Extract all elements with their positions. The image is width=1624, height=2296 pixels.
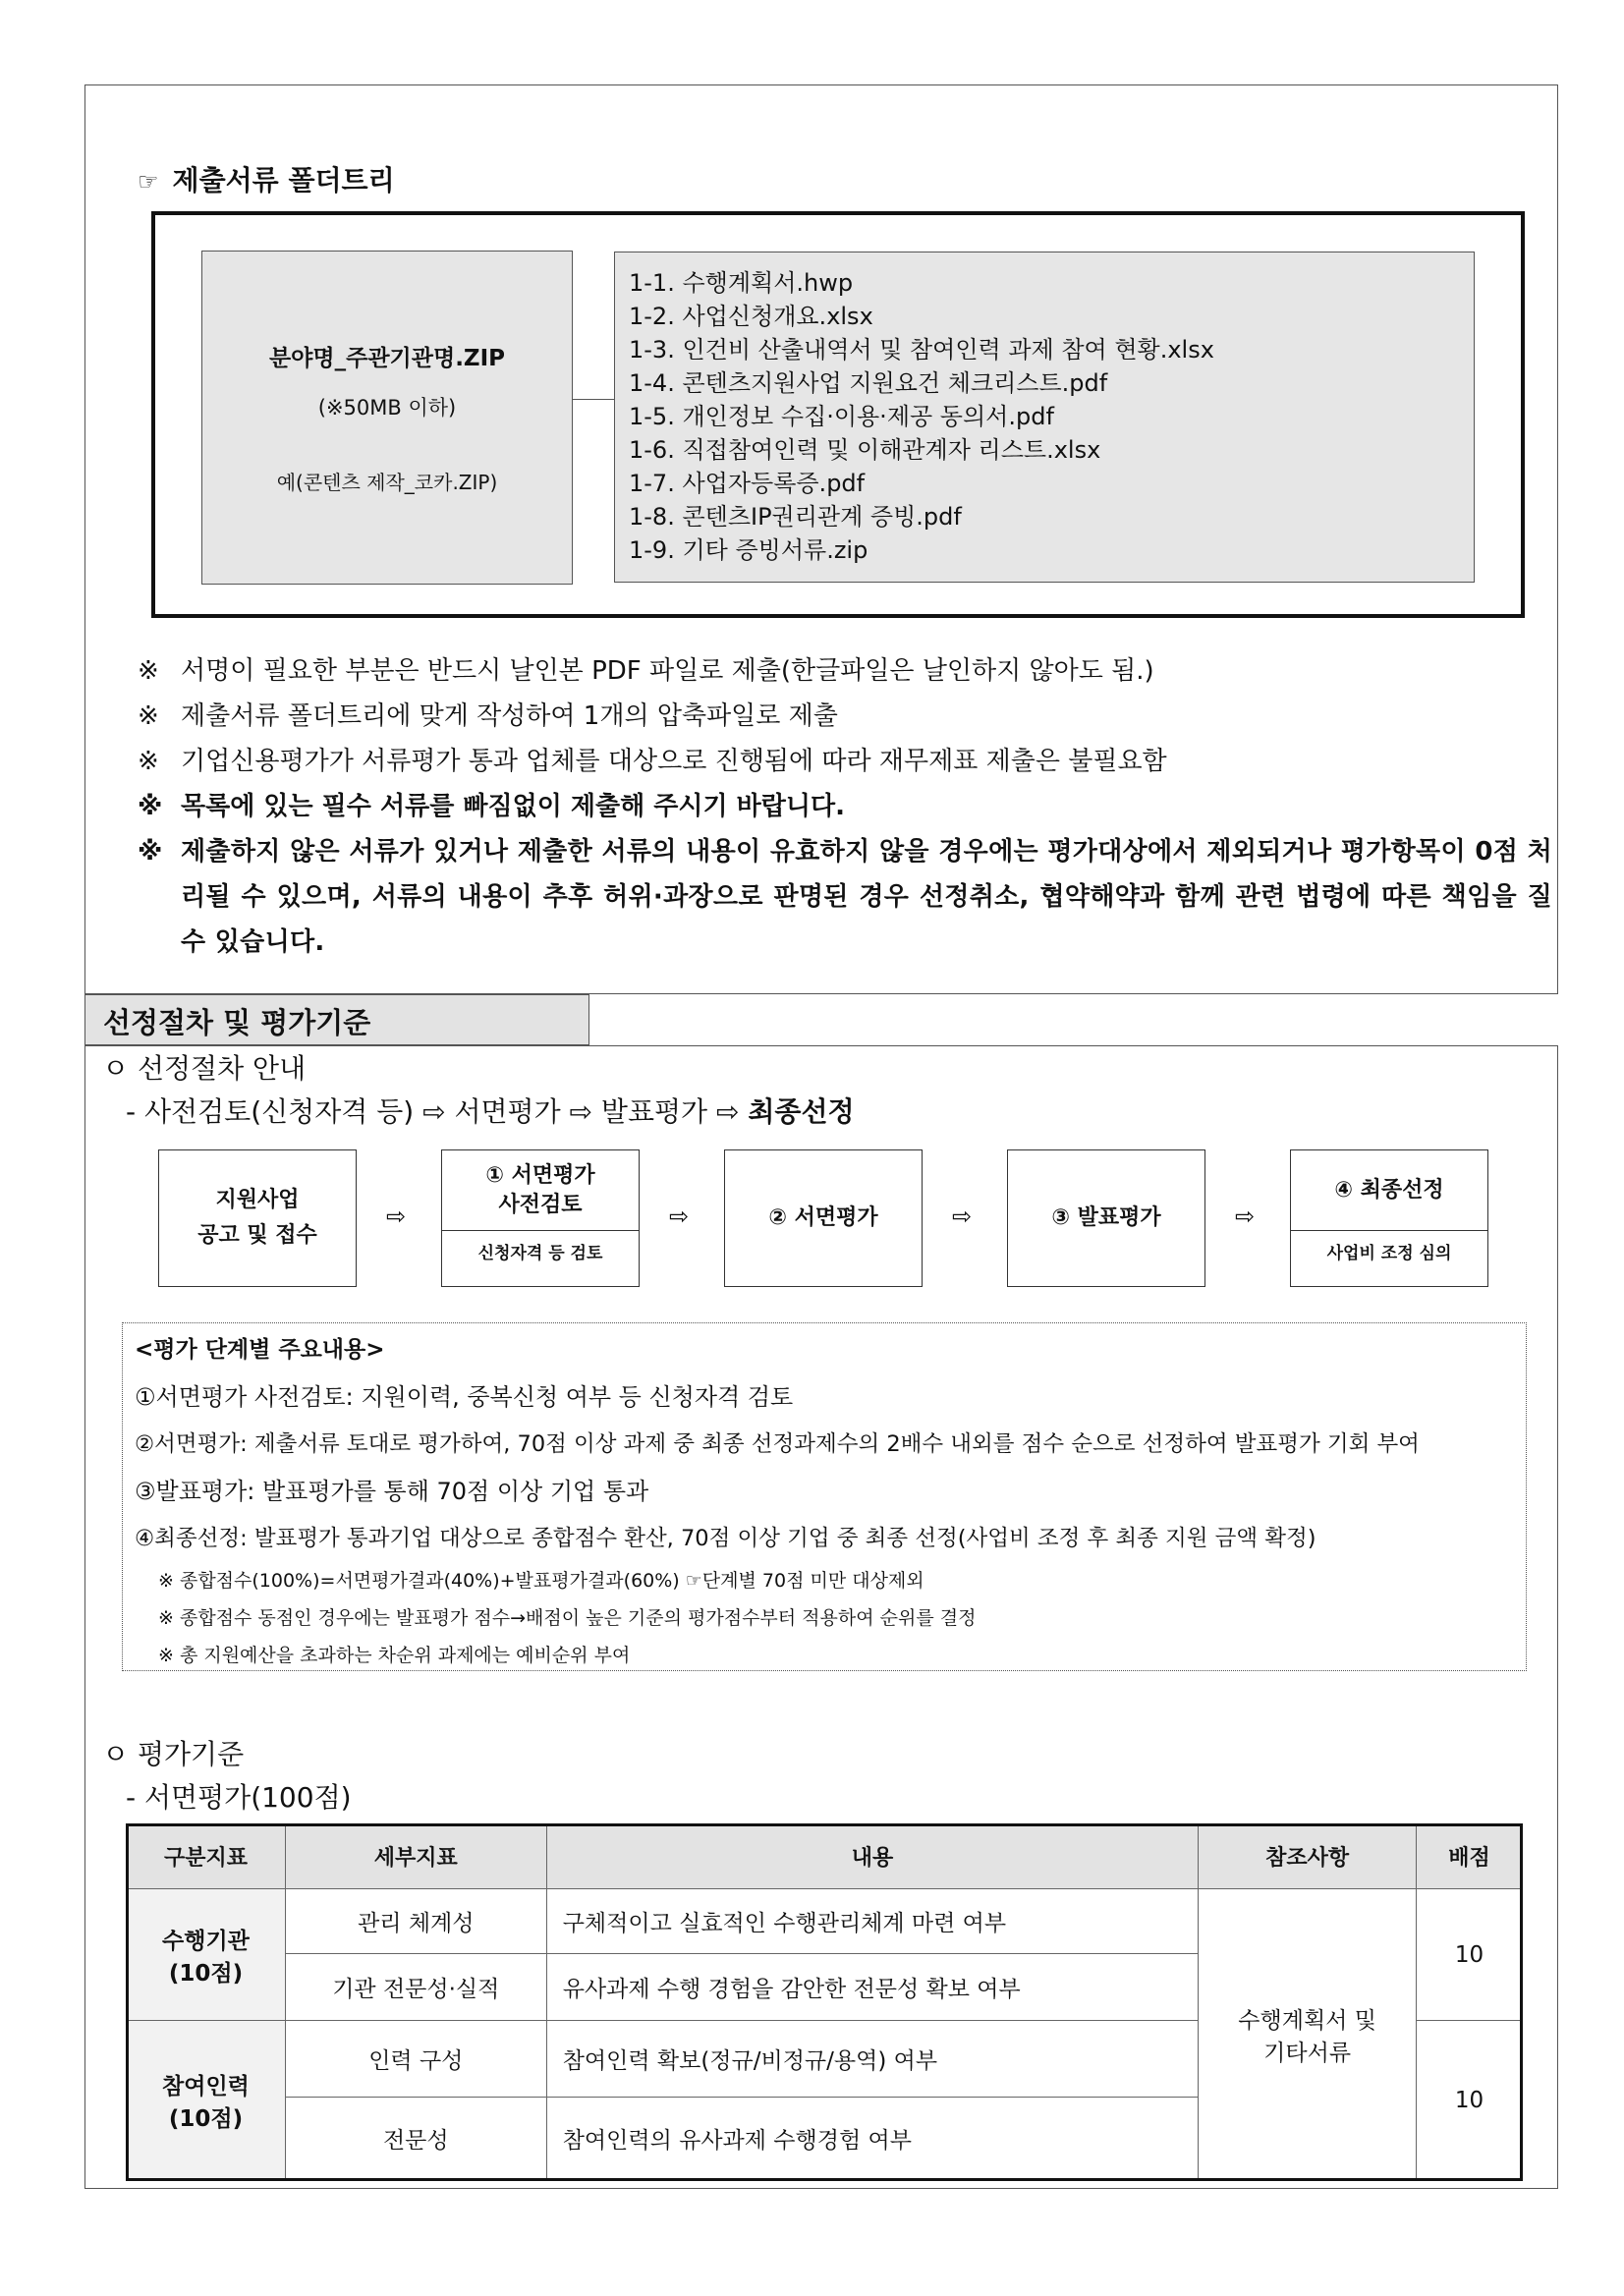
note-mark: ※ bbox=[138, 837, 163, 867]
step-label: 지원사업 bbox=[215, 1188, 300, 1212]
file-item: 1-7. 사업자등록증.pdf bbox=[629, 470, 866, 497]
zip-file-box bbox=[201, 251, 573, 585]
eval-note: ※ 총 지원예산을 초과하는 차순위 과제에는 예비순위 부여 bbox=[158, 1645, 631, 1666]
file-item: 1-3. 인건비 산출내역서 및 참여인력 과제 참여 현황.xlsx bbox=[629, 336, 1214, 364]
step-final-selection bbox=[1290, 1149, 1488, 1287]
table-header: 내용 bbox=[546, 1824, 1199, 1889]
zip-size-limit: (※50MB 이하) bbox=[317, 396, 457, 420]
procedure-flow-final: 최종선정 bbox=[748, 1095, 855, 1128]
table-header: 구분지표 bbox=[127, 1824, 286, 1889]
procedure-heading: ㅇ 선정절차 안내 bbox=[102, 1052, 307, 1085]
note-mark: ※ bbox=[138, 656, 159, 686]
file-item: 1-2. 사업신청개요.xlsx bbox=[629, 303, 873, 330]
file-item: 1-5. 개인정보 수집·이용·제공 동의서.pdf bbox=[629, 403, 1054, 430]
file-item: 1-8. 콘텐츠IP권리관계 증빙.pdf bbox=[629, 503, 962, 531]
eval-line: ②서면평가: 제출서류 토대로 평가하여, 70점 이상 과제 중 최종 선정과제수의 2배수 내외를 점수 순으로 선정하여 발표평가 기회 부여 bbox=[135, 1431, 1420, 1457]
note-mark: ※ bbox=[138, 747, 159, 776]
step-label: 사전검토 bbox=[498, 1192, 583, 1217]
step-document-prereview bbox=[441, 1149, 640, 1287]
note-mark: ※ bbox=[138, 701, 159, 731]
file-item: 1-1. 수행계획서.hwp bbox=[629, 269, 854, 297]
step-document-eval bbox=[724, 1149, 923, 1287]
arrow-icon: ⇨ bbox=[386, 1203, 407, 1230]
table-header: 참조사항 bbox=[1199, 1824, 1417, 1889]
zip-file-name: 분야명_주관기관명.ZIP bbox=[268, 346, 506, 371]
step-label: ② 서면평가 bbox=[768, 1205, 878, 1230]
folder-tree-heading-text: 제출서류 폴더트리 bbox=[172, 164, 395, 196]
eval-note: ※ 종합점수 동점인 경우에는 발표평가 점수→배점이 높은 기준의 평가점수부터 적용하여 순위를 결정 bbox=[158, 1607, 977, 1629]
category-cell: 수행기관 (10점) bbox=[127, 1889, 286, 2021]
criteria-subheading: - 서면평가(100점) bbox=[126, 1781, 352, 1814]
procedure-flow-steps: - 사전검토(신청자격 등) ⇨ 서면평가 ⇨ 발표평가 ⇨ bbox=[126, 1095, 749, 1128]
table-header: 세부지표 bbox=[285, 1824, 546, 1889]
step-subnote: 신청자격 등 검토 bbox=[442, 1230, 639, 1286]
step-label: ① 서면평가 bbox=[485, 1162, 595, 1188]
eval-line: ①서면평가 사전검토: 지원이력, 중복신청 여부 등 신청자격 검토 bbox=[135, 1383, 794, 1411]
table-header-row bbox=[127, 1824, 1523, 1889]
table-row bbox=[127, 1889, 1523, 1954]
score-cell: 10 bbox=[1417, 2021, 1523, 2180]
eval-note: ※ 종합점수(100%)=서면평가결과(40%)+발표평가결과(60%) ☞단계별 70점 미만 대상제외 bbox=[158, 1570, 924, 1592]
detail-cell: 기관 전문성·실적 bbox=[285, 1954, 546, 2021]
step-presentation-eval bbox=[1007, 1149, 1205, 1287]
step-label: 공고 및 접수 bbox=[197, 1223, 317, 1248]
file-item: 1-9. 기타 증빙서류.zip bbox=[629, 536, 868, 564]
step-announcement bbox=[158, 1149, 357, 1287]
content-cell: 유사과제 수행 경험을 감안한 전문성 확보 여부 bbox=[546, 1954, 1199, 2021]
note-item-bold bbox=[138, 829, 1552, 965]
note-item bbox=[138, 694, 1552, 739]
eval-details-box bbox=[122, 1322, 1527, 1671]
detail-cell: 인력 구성 bbox=[285, 2021, 546, 2098]
reference-cell: 수행계획서 및 기타서류 bbox=[1199, 1889, 1417, 2180]
table-header: 배점 bbox=[1417, 1824, 1523, 1889]
arrow-icon: ⇨ bbox=[1235, 1203, 1256, 1230]
note-text: 제출서류 폴더트리에 맞게 작성하여 1개의 압축파일로 제출 bbox=[181, 701, 838, 731]
arrow-icon: ⇨ bbox=[669, 1203, 690, 1230]
content-cell: 구체적이고 실효적인 수행관리체계 마련 여부 bbox=[546, 1889, 1199, 1954]
folder-tree-heading bbox=[138, 159, 395, 198]
eval-details-title: <평가 단계별 주요내용> bbox=[135, 1337, 385, 1363]
eval-line: ③발표평가: 발표평가를 통해 70점 이상 기업 통과 bbox=[135, 1478, 649, 1505]
note-item bbox=[138, 648, 1552, 694]
arrow-icon: ⇨ bbox=[952, 1203, 973, 1230]
step-subnote: 사업비 조정 심의 bbox=[1291, 1230, 1487, 1286]
zip-example: 예(콘텐츠 제작_코카.ZIP) bbox=[276, 471, 498, 494]
note-item-bold bbox=[138, 784, 1552, 829]
content-cell: 참여인력 확보(정규/비정규/용역) 여부 bbox=[546, 2021, 1199, 2098]
detail-cell: 관리 체계성 bbox=[285, 1889, 546, 1954]
note-text: 제출하지 않은 서류가 있거나 제출한 서류의 내용이 유효하지 않을 경우에는 평가대상에서 제외되거나 평가항목이 0점 처리될 수 있으며, 서류의 내용이 추후 허위·과장으로 판명된 경우 선정취소, 협약해약과 함께 관련 법령에 따른 책임을 질 수 있습니다. bbox=[181, 837, 1552, 957]
note-item bbox=[138, 739, 1552, 784]
eval-line: ④최종선정: 발표평가 통과기업 대상으로 종합점수 환산, 70점 이상 기업 중 최종 선정(사업비 조정 후 최종 지원 금액 확정) bbox=[135, 1526, 1316, 1551]
step-label: ④ 최종선정 bbox=[1334, 1177, 1444, 1203]
step-label: ③ 발표평가 bbox=[1051, 1205, 1161, 1230]
category-cell: 참여인력 (10점) bbox=[127, 2021, 286, 2180]
procedure-flow-text bbox=[126, 1091, 855, 1130]
criteria-table bbox=[126, 1823, 1523, 2180]
file-list-box bbox=[614, 252, 1475, 583]
pointing-hand-icon: ☞ bbox=[138, 168, 159, 196]
criteria-heading: ㅇ 평가기준 bbox=[102, 1738, 245, 1770]
section-title: 선정절차 및 평가기준 bbox=[84, 994, 589, 1045]
note-mark: ※ bbox=[138, 792, 163, 821]
note-text: 서명이 필요한 부분은 반드시 날인본 PDF 파일로 제출(한글파일은 날인하지 않아도 됨.) bbox=[181, 656, 1154, 686]
file-item: 1-4. 콘텐츠지원사업 지원요건 체크리스트.pdf bbox=[629, 369, 1108, 397]
tree-connector-line bbox=[573, 399, 614, 400]
notes-list bbox=[138, 648, 1552, 965]
content-cell: 참여인력의 유사과제 수행경험 여부 bbox=[546, 2098, 1199, 2180]
file-item: 1-6. 직접참여인력 및 이해관계자 리스트.xlsx bbox=[629, 436, 1101, 464]
detail-cell: 전문성 bbox=[285, 2098, 546, 2180]
note-text: 목록에 있는 필수 서류를 빠짐없이 제출해 주시기 바랍니다. bbox=[181, 792, 846, 821]
score-cell: 10 bbox=[1417, 1889, 1523, 2021]
note-text: 기업신용평가가 서류평가 통과 업체를 대상으로 진행됨에 따라 재무제표 제출은 불필요함 bbox=[181, 747, 1167, 776]
